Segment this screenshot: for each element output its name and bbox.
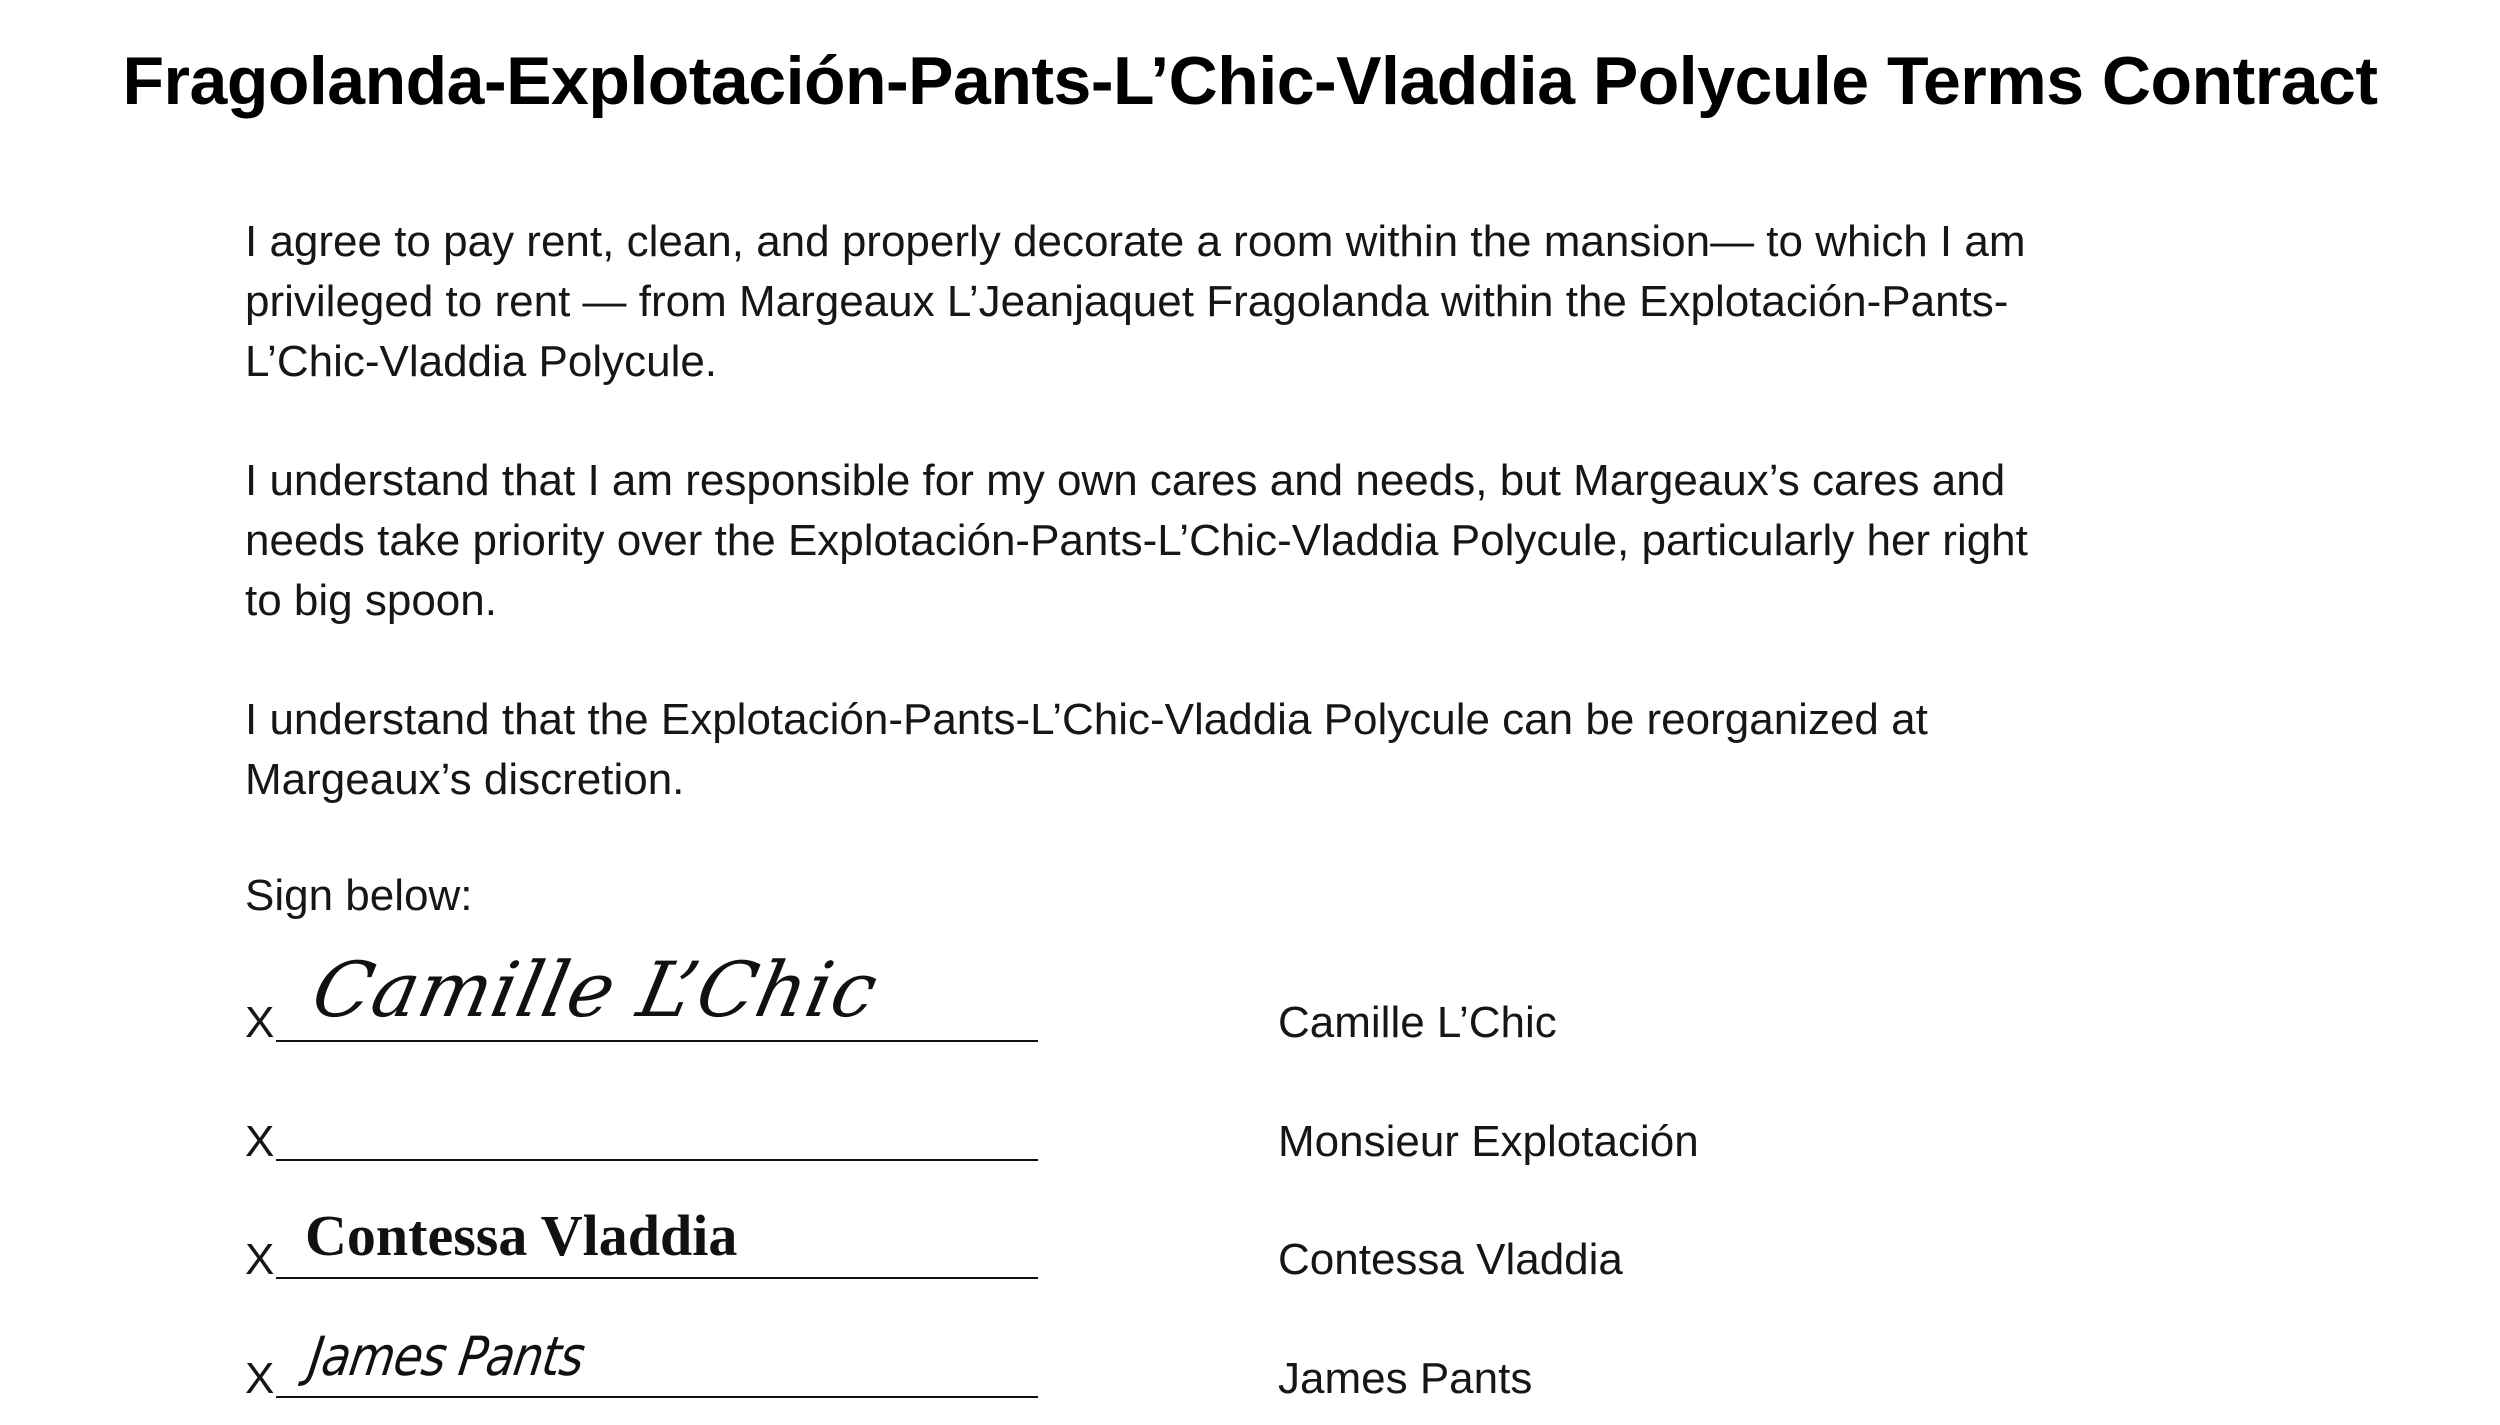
signature-row-james: [245, 1312, 1845, 1412]
document-title: Fragolanda-Explotación-Pants-L’Chic-Vladdia Polycule Terms Contract: [122, 43, 2378, 119]
signature-x-mark: X: [245, 1117, 275, 1166]
printed-name-explotacion: Monsieur Explotación: [1278, 1117, 1699, 1166]
signature-x-mark: X: [245, 998, 275, 1047]
signature-row-contessa: [245, 1193, 1845, 1293]
handwritten-signature-camille: Camille L’Chic: [305, 945, 886, 1034]
clause-reorganization: I understand that the Explotación-Pants-L’Chic-Vladdia Polycule can be reorganized at Margeaux’s discretion.: [245, 695, 1928, 804]
signature-x-mark: X: [245, 1354, 275, 1403]
printed-name-camille: Camille L’Chic: [1278, 998, 1557, 1047]
signature-line[interactable]: [276, 1040, 1038, 1042]
signature-line[interactable]: [276, 1277, 1038, 1279]
clause-rent: I agree to pay rent, clean, and properly decorate a room within the mansion— to which I am privileged to rent — from Margeaux L’Jeanjaquet Fragolanda within the Explotación-Pants- L’Chic-Vladdia Polycule.: [245, 217, 2026, 386]
signature-line[interactable]: [276, 1396, 1038, 1398]
contract-body: [245, 212, 2245, 869]
clause-priority: I understand that I am responsible for my own cares and needs, but Margeaux’s cares and needs take priority over the Explotación-Pants-L’Chic-Vladdia Polycule, particularly her right to big spoon.: [245, 456, 2028, 625]
printed-name-james: James Pants: [1278, 1354, 1533, 1403]
signature-row-camille: [245, 945, 1845, 1056]
printed-name-contessa: Contessa Vladdia: [1278, 1235, 1623, 1284]
signature-line[interactable]: [276, 1159, 1038, 1161]
handwritten-signature-james: James Pants: [305, 1325, 589, 1388]
handwritten-signature-contessa: Contessa Vladdia: [305, 1203, 738, 1268]
signature-row-explotacion: [245, 1075, 1845, 1175]
sign-below-label: Sign below:: [245, 871, 473, 920]
signature-x-mark: X: [245, 1235, 275, 1284]
